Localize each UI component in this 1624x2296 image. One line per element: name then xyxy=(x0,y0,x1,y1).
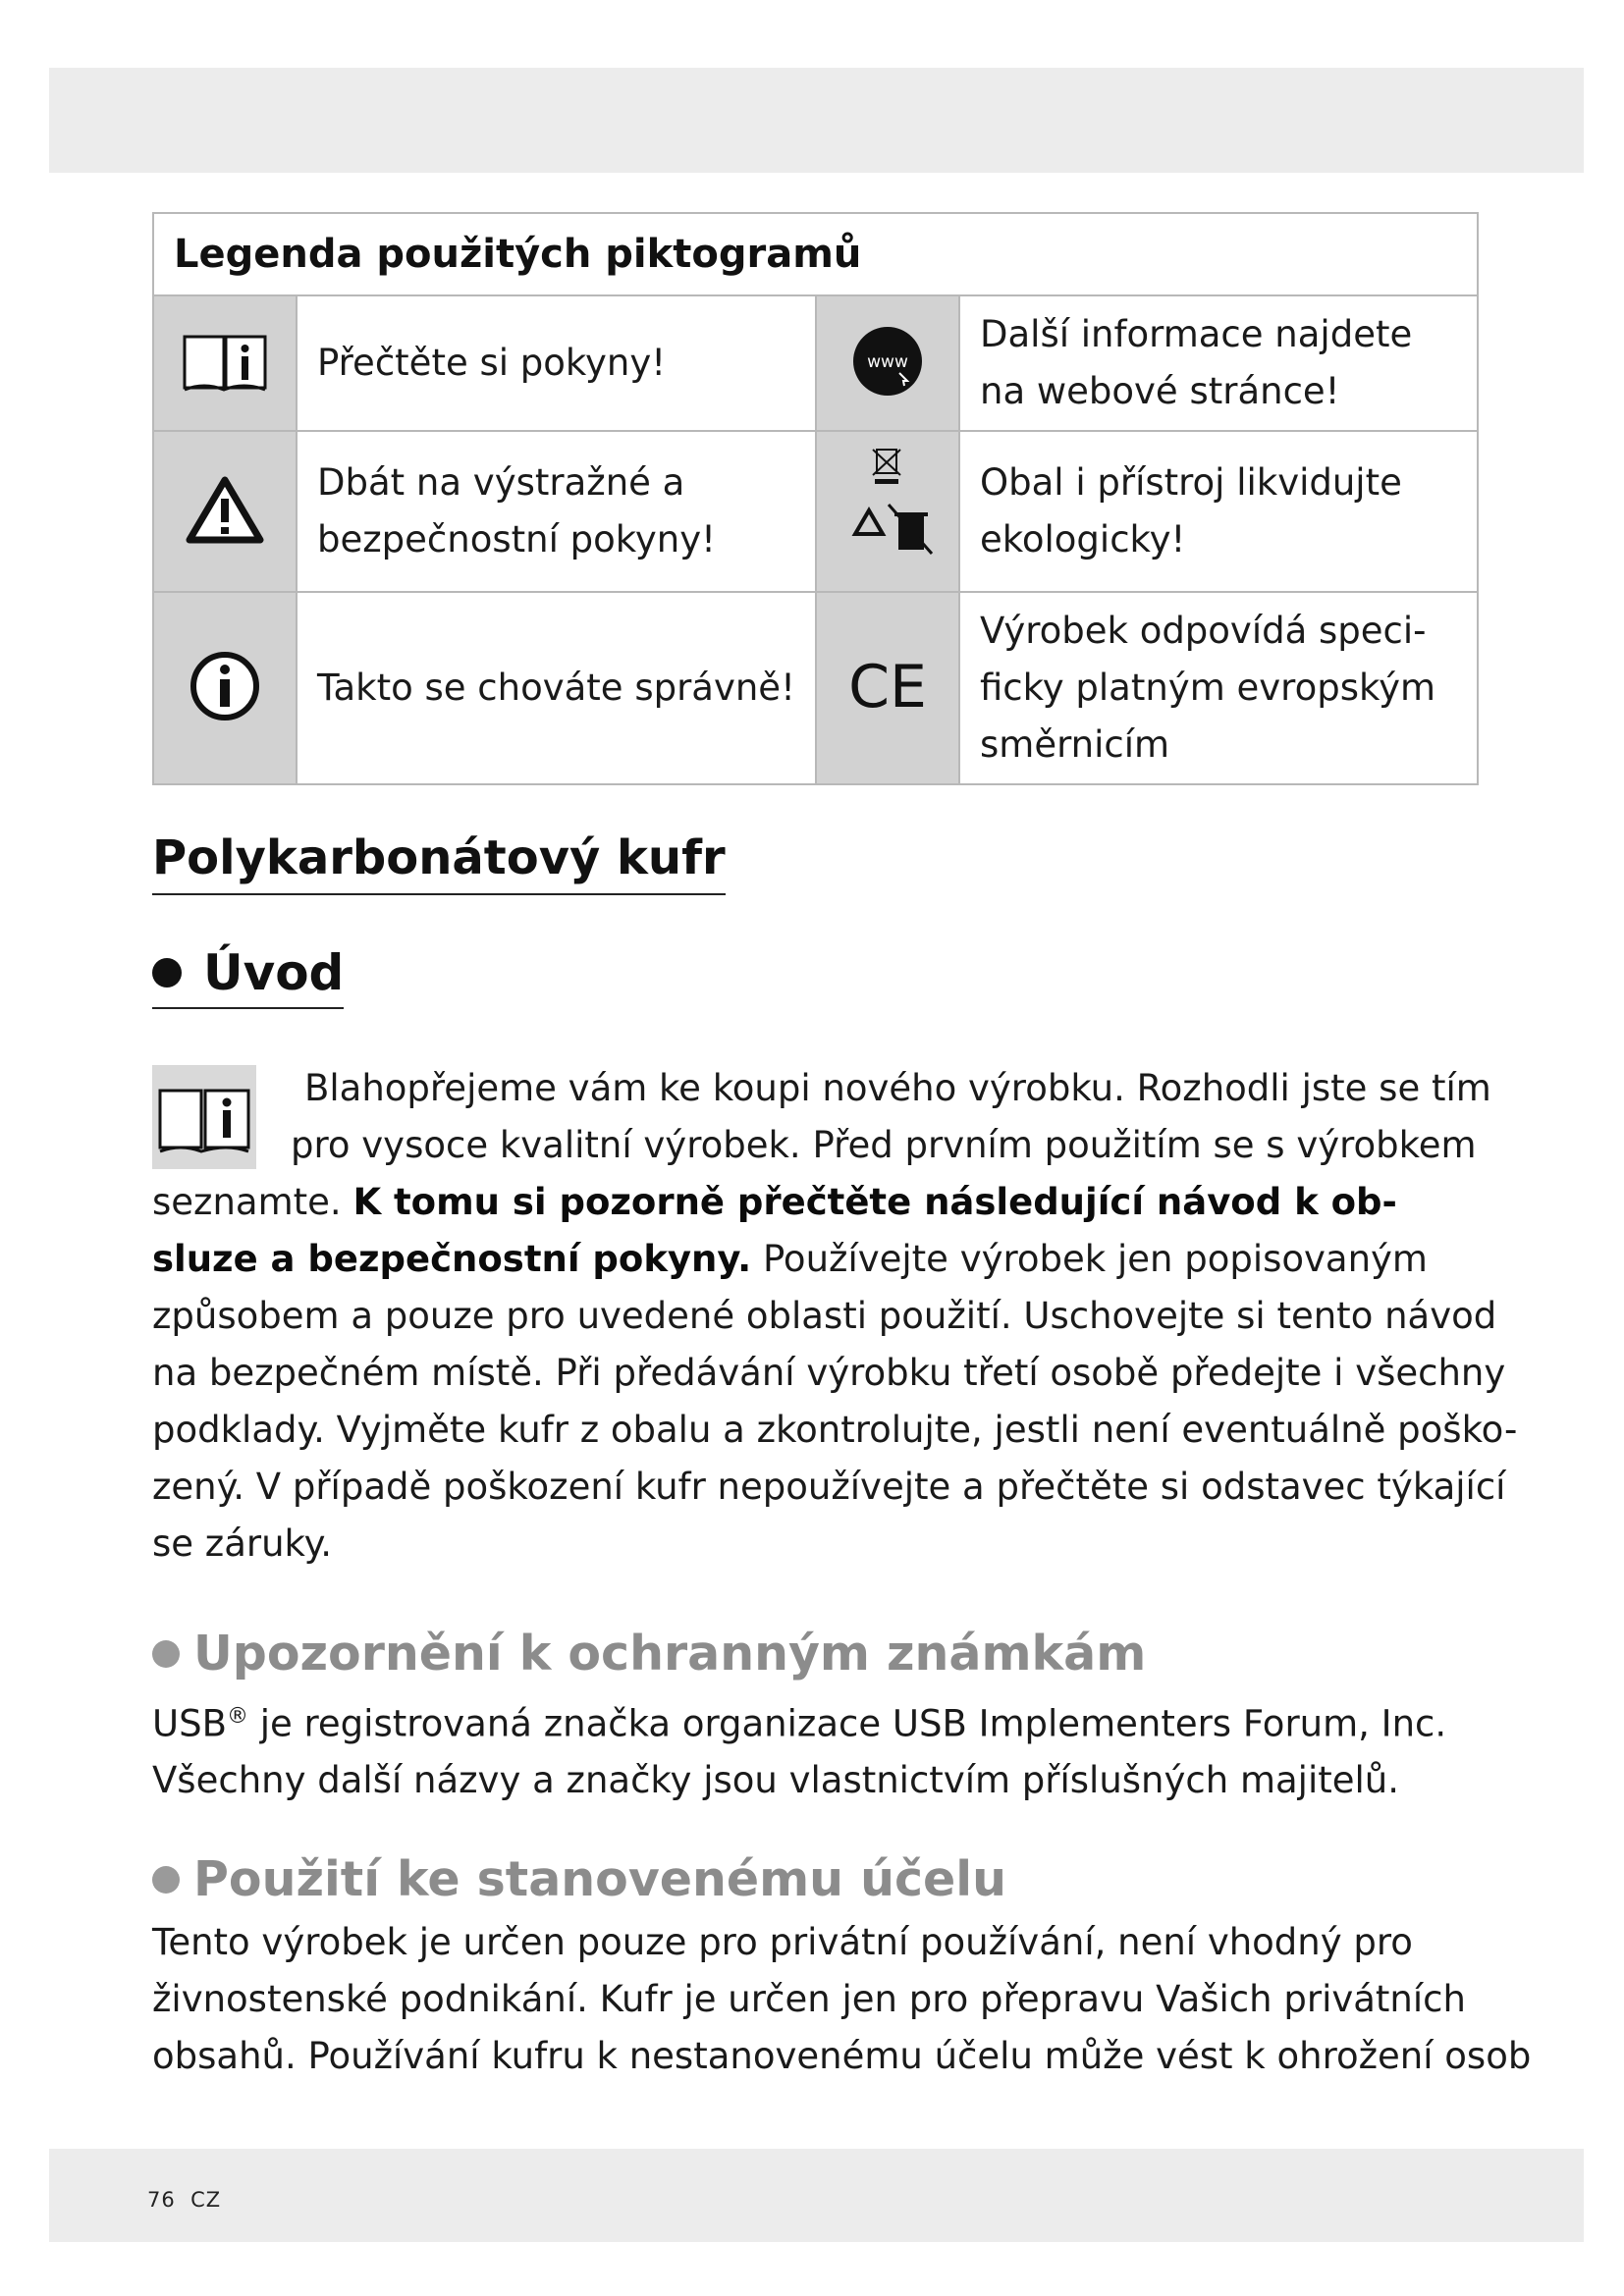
page-number: 76 CZ xyxy=(147,2188,222,2212)
ce-label: CE xyxy=(848,653,927,721)
read-instructions-icon xyxy=(153,295,297,431)
legend-row xyxy=(153,592,1478,784)
legend-row xyxy=(153,431,1478,592)
read-instructions-icon xyxy=(152,1065,256,1169)
warning-triangle-icon xyxy=(153,431,297,592)
bullet-icon xyxy=(152,1640,180,1668)
intended-use-heading: Použití ke stanovenému účelu xyxy=(152,1850,1006,1909)
legend-title: Legenda použitých piktogramů xyxy=(153,213,1478,295)
trademark-paragraph: USB® je registrovaná značka organizace USB Implementers Forum, Inc. Všechny další názvy a značky jsou vlastnictvím příslušných majitelů. xyxy=(152,1702,1447,1802)
legend-text: Další informace najdete na webové stránce! xyxy=(959,295,1478,431)
recycling-disposal-icon xyxy=(816,431,959,592)
info-circle-icon xyxy=(153,592,297,784)
legend-row xyxy=(153,295,1478,431)
footer-band xyxy=(49,2149,1584,2242)
legend-text: Výrobek odpovídá speci- ficky platným evropským směrnicím xyxy=(959,592,1478,784)
ce-mark-icon xyxy=(816,592,959,784)
www-label: www xyxy=(867,352,908,372)
www-icon xyxy=(816,295,959,431)
intended-use-paragraph: Tento výrobek je určen pouze pro privátní používání, není vhodný pro živnostenské podnikání. Kufr je určen jen pro přepravu Vašich privátních obsahů. Používání kufru k nestanovenému účelu může vést k ohrožení osob xyxy=(152,1921,1532,2077)
intro-paragraph-line: pro vysoce kvalitní výrobek. Před prvním použitím se s výrobkem xyxy=(291,1124,1477,1166)
page-title: Polykarbonátový kufr xyxy=(152,828,726,895)
trademark-heading: Upozornění k ochranným známkám xyxy=(152,1625,1146,1683)
pictogram-legend-table xyxy=(152,212,1479,785)
legend-text: Takto se chováte správně! xyxy=(297,592,816,784)
intro-paragraph: seznamte. K tomu si pozorně přečtěte následující návod k ob- sluze a bezpečnostní pokyny. Používejte výrobek jen popisovaným způsobem a pouze pro uvedené oblasti použití. Uschovejte si tento návod na bezpečném místě. Při předávání výrobku třetí osobě předejte i všechny podklady. Vyjměte kufr z obalu a zkontrolujte, jestli není eventuálně poško- zený. V případě poškození kufr nepoužívejte a přečtěte si odstavec týkající se záruky. xyxy=(152,1181,1518,1565)
intro-paragraph-start: Blahopřejeme vám ke koupi nového výrobku. Rozhodli jste se tím xyxy=(304,1067,1491,1109)
intro-heading: Úvod xyxy=(152,942,344,1009)
legend-text: Dbát na výstražné a bezpečnostní pokyny! xyxy=(297,431,816,592)
bullet-icon xyxy=(152,958,182,988)
legend-text: Obal i přístroj likvidujte ekologicky! xyxy=(959,431,1478,592)
header-band xyxy=(49,68,1584,173)
legend-text: Přečtěte si pokyny! xyxy=(297,295,816,431)
bullet-icon xyxy=(152,1866,180,1894)
